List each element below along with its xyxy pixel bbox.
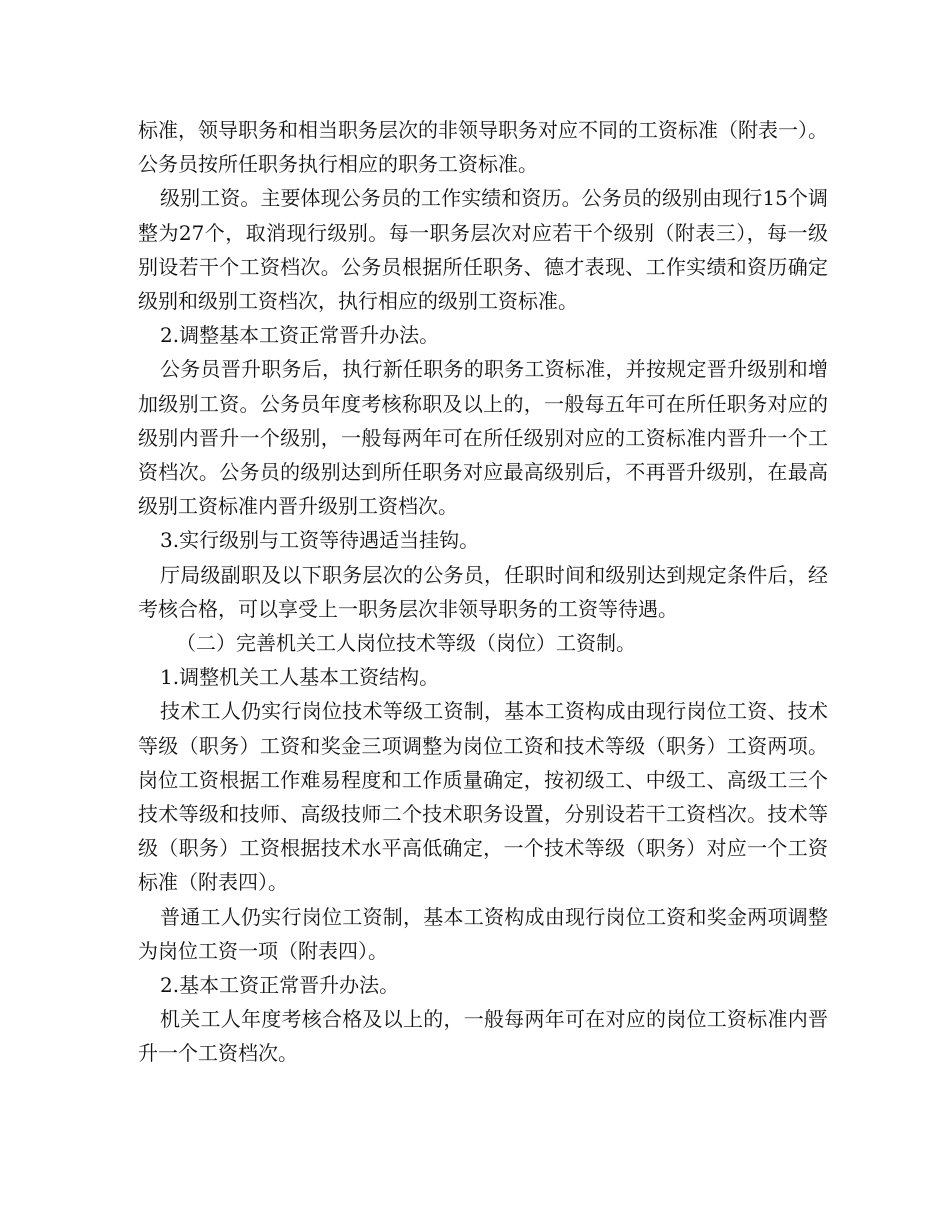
document-body	[138, 113, 828, 1071]
heading-section-two: （二）完善机关工人岗位技术等级（岗位）工资制。	[176, 631, 636, 656]
paragraph-ordinary-workers: 普通工人仍实行岗位工资制，基本工资构成由现行岗位工资和奖金两项调整为岗位工资一项（附表四）。	[138, 904, 828, 963]
paragraph-grade-salary: 级别工资。主要体现公务员的工作实绩和资历。公务员的级别由现行15个调整为27个，取消现行级别。每一职务层次对应若干个级别（附表三），每一级别设若干个工资档次。公务员根据所任职务、德才表现、工作实绩和资历确定级别和级别工资档次，执行相应的级别工资标准。	[138, 186, 828, 314]
heading-grade-link: 3.实行级别与工资等待遇适当挂钩。	[160, 528, 480, 553]
paragraph-promotion-rules: 公务员晋升职务后，执行新任职务的职务工资标准，并按规定晋升级别和增加级别工资。公务员年度考核称职及以上的，一般每五年可在所任职务对应的级别内晋升一个级别，一般每两年可在所任级别对应的工资标准内晋升一个工资档次。公务员的级别达到所任职务对应最高级别后，不再晋升级别，在最高级别工资标准内晋升级别工资档次。	[138, 357, 828, 519]
paragraph-worker-promotion: 机关工人年度考核合格及以上的，一般每两年可在对应的岗位工资标准内晋升一个工资档次。	[138, 1007, 828, 1066]
paragraph-position-salary-continued: 标准，领导职务和相当职务层次的非领导职务对应不同的工资标准（附表一）。公务员按所任职务执行相应的职务工资标准。	[138, 118, 828, 177]
paragraph-grade-link: 厅局级副职及以下职务层次的公务员，任职时间和级别达到规定条件后，经考核合格，可以享受上一职务层次非领导职务的工资等待遇。	[138, 562, 828, 621]
heading-adjust-promotion: 2.调整基本工资正常晋升办法。	[160, 323, 440, 348]
heading-worker-structure: 1.调整机关工人基本工资结构。	[160, 665, 440, 690]
heading-worker-promotion: 2.基本工资正常晋升办法。	[160, 973, 400, 998]
paragraph-technical-workers: 技术工人仍实行岗位技术等级工资制，基本工资构成由现行岗位工资、技术等级（职务）工资和奖金三项调整为岗位工资和技术等级（职务）工资两项。岗位工资根据工作难易程度和工作质量确定，按初级工、中级工、高级工三个技术等级和技师、高级技师二个技术职务设置，分别设若干工资档次。技术等级（职务）工资根据技术水平高低确定，一个技术等级（职务）对应一个工资标准（附表四）。	[138, 699, 828, 895]
